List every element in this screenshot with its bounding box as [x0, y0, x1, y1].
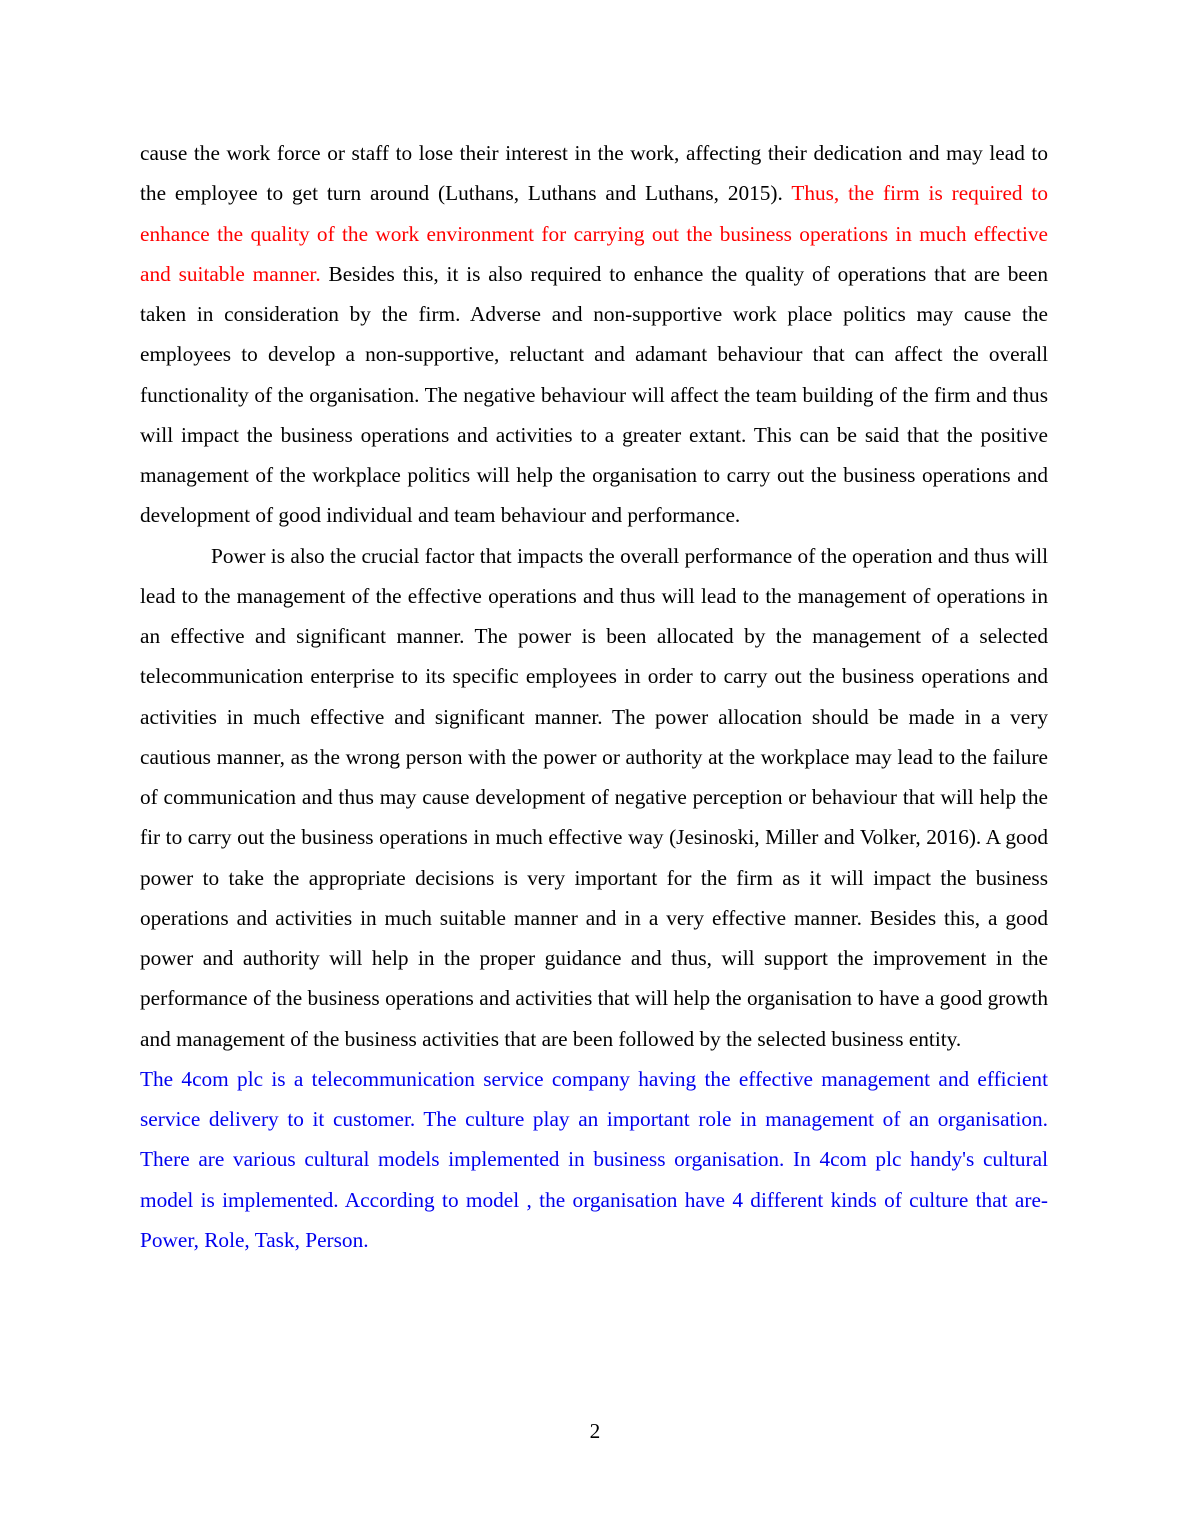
paragraph-power: Power is also the crucial factor that impacts the overall performance of the operation and thus will lead to the management of the effective operations and thus will lead to the management of operations in an effective and significant manner. The power is been allocated by the management of a selected telecommunication enterprise to its specific employees in order to carry out the business operations and activities in much effective and significant manner. The power allocation should be made in a very cautious manner, as the wrong person with the power or authority at the workplace may lead to the failure of communication and thus may cause development of negative perception or behaviour that will help the fir to carry out the business operations in much effective way (Jesinoski, Miller and Volker, 2016). A good power to take the appropriate decisions is very important for the firm as it will impact the business operations and activities in much suitable manner and in a very effective manner. Besides this, a good power and authority will help in the proper guidance and thus, will support the improvement in the performance of the business operations and activities that will help the organisation to have a good growth and management of the business activities that are been followed by the selected business entity. — [140, 543, 1048, 1051]
document-body — [140, 133, 1048, 1260]
paragraph-text: cause the work force or staff to lose their interest in the work, affecting their dedication and may lead to the employee to get turn around (Luthans, Luthans and Luthans, 2015). — [140, 141, 1048, 206]
paragraph-4com-culture: The 4com plc is a telecommunication service company having the effective management and efficient service delivery to it customer. The culture play an important role in management of an organisation. There are various cultural models implemented in business organisation. In 4com plc handy's cultural model is implemented. According to model , the organisation have 4 different kinds of culture that are- Power, Role, Task, Person. — [140, 1066, 1048, 1252]
highlighted-text-red: Thus, the firm is required to enhance the quality of the work environment for carrying out the business operations in much effective and suitable manner. — [140, 181, 1048, 286]
paragraph-workplace-politics — [140, 133, 1048, 536]
paragraph-text: Besides this, it is also required to enhance the quality of operations that are been taken in consideration by the firm. Adverse and non-supportive work place politics may cause the employees to develop a non-supportive, reluctant and adamant behaviour that can affect the overall functionality of the organisation. The negative behaviour will affect the team building of the firm and thus will impact the business operations and activities to a greater extant. This can be said that the positive management of the workplace politics will help the organisation to carry out the business operations and development of good individual and team behaviour and performance. — [140, 261, 1048, 528]
page-number: 2 — [589, 1419, 601, 1443]
